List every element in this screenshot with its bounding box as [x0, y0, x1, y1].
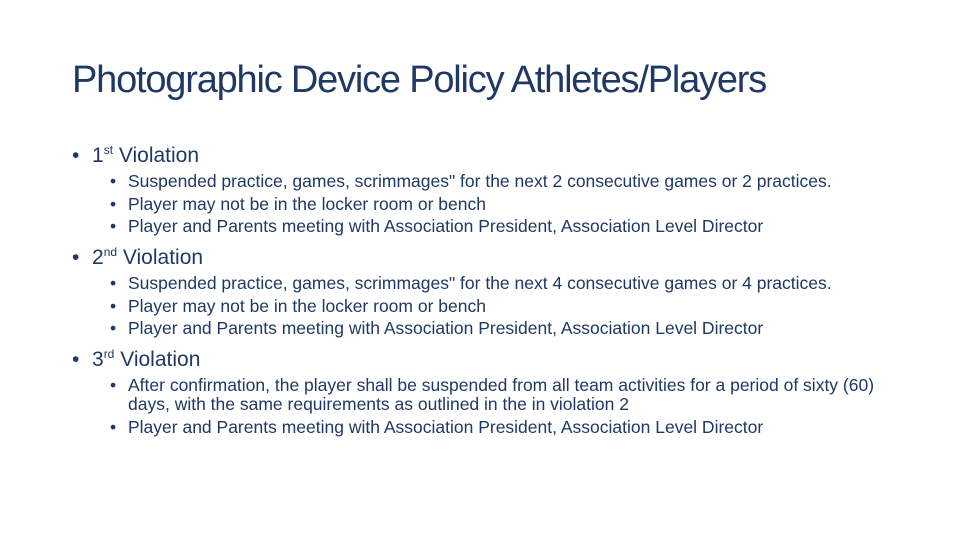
violation-number: 2 — [92, 246, 104, 269]
bullet-icon: • — [72, 348, 80, 371]
list-item-text: After confirmation, the player shall be suspended from all team activities for a period of sixty (60) days, with the same requirements as outlined in the in violation 2 — [128, 375, 875, 414]
violation-3-items — [72, 376, 902, 437]
bullet-icon: • — [110, 416, 117, 437]
ordinal-suffix: nd — [103, 245, 118, 259]
bullet-icon: • — [110, 193, 117, 214]
violation-heading-2 — [72, 244, 902, 272]
bullet-icon: • — [72, 144, 80, 167]
bullet-icon: • — [110, 216, 117, 236]
violation-number: 1 — [92, 144, 104, 167]
violation-number: 3 — [92, 348, 104, 371]
list-item-text: Suspended practice, games, scrimmages" for the next 2 consecutive games or 2 practices. — [128, 171, 832, 191]
violation-label: Violation — [114, 348, 201, 371]
violation-heading-3 — [72, 346, 902, 374]
list-item-text: Player may not be in the locker room or bench — [128, 193, 486, 214]
ordinal-suffix: st — [103, 143, 114, 157]
list-item-text: Player may not be in the locker room or bench — [128, 295, 486, 316]
list-item — [72, 319, 902, 338]
violation-label: Violation — [117, 246, 204, 269]
bullet-icon: • — [110, 171, 117, 191]
bullet-icon: • — [72, 246, 80, 269]
bullet-icon: • — [110, 273, 117, 293]
list-item — [72, 172, 902, 191]
bullet-icon: • — [110, 295, 117, 316]
list-item-text: Suspended practice, games, scrimmages" for the next 4 consecutive games or 4 practices. — [128, 273, 832, 293]
violation-2-items — [72, 274, 902, 338]
bullet-icon: • — [110, 375, 117, 395]
list-item — [72, 274, 902, 293]
ordinal-suffix: rd — [103, 347, 115, 361]
list-item — [72, 217, 902, 236]
violation-1-items — [72, 172, 902, 236]
bullet-icon: • — [110, 318, 117, 338]
list-item — [72, 418, 902, 437]
list-item-text: Player and Parents meeting with Association President, Association Level Director — [128, 318, 764, 338]
slide-title: Photographic Device Policy Athletes/Players — [72, 59, 767, 101]
list-item-text: Player and Parents meeting with Association President, Association Level Director — [128, 416, 764, 437]
violation-heading-1 — [72, 142, 902, 170]
list-item — [72, 376, 902, 414]
violation-list — [72, 142, 902, 445]
violation-label: Violation — [113, 144, 200, 167]
list-item-text: Player and Parents meeting with Association President, Association Level Director — [128, 216, 764, 236]
list-item — [72, 195, 902, 214]
list-item — [72, 297, 902, 316]
